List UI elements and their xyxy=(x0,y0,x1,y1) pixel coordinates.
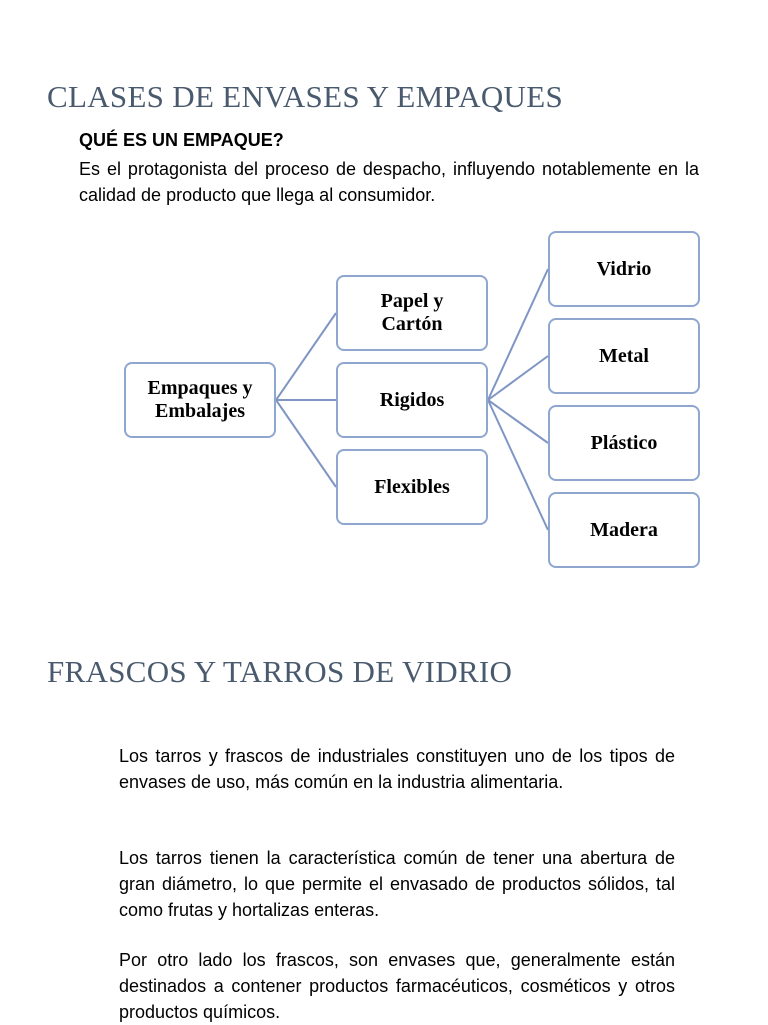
node-madera: Madera xyxy=(548,492,700,568)
connector-rigidos-madera xyxy=(488,400,548,530)
node-plastico: Plástico xyxy=(548,405,700,481)
paragraph-frascos: Por otro lado los frascos, son envases que, generalmente están destinados a contener productos farmacéuticos, cosméticos y otros productos químicos. xyxy=(119,950,675,1022)
node-papel-carton: Papel y Cartón xyxy=(336,275,488,351)
paragraph-tarros-frascos: Los tarros y frascos de industriales constituyen uno de los tipos de envases de uso, más común en la industria alimentaria. xyxy=(119,746,675,792)
node-empaques-embalajes: Empaques y Embalajes xyxy=(124,362,276,438)
intro-paragraph: Es el protagonista del proceso de despacho, influyendo notablemente en la calidad de producto que llega al consumidor. xyxy=(79,159,699,205)
section-title-frascos: FRASCOS Y TARROS DE VIDRIO xyxy=(47,654,513,689)
node-rigidos: Rigidos xyxy=(336,362,488,438)
connector-root-papel xyxy=(276,313,336,400)
connector-root-flexibles xyxy=(276,400,336,487)
paragraph-tarros: Los tarros tienen la característica común de tener una abertura de gran diámetro, lo que permite el envasado de productos sólidos, tal como frutas y hortalizas enteras. xyxy=(119,848,675,920)
section-title-clases: CLASES DE ENVASES Y EMPAQUES xyxy=(47,79,563,114)
node-flexibles: Flexibles xyxy=(336,449,488,525)
subheading-que-es-empaque: QUÉ ES UN EMPAQUE? xyxy=(79,130,284,150)
connector-rigidos-vidrio xyxy=(488,269,548,400)
node-vidrio: Vidrio xyxy=(548,231,700,307)
node-metal: Metal xyxy=(548,318,700,394)
